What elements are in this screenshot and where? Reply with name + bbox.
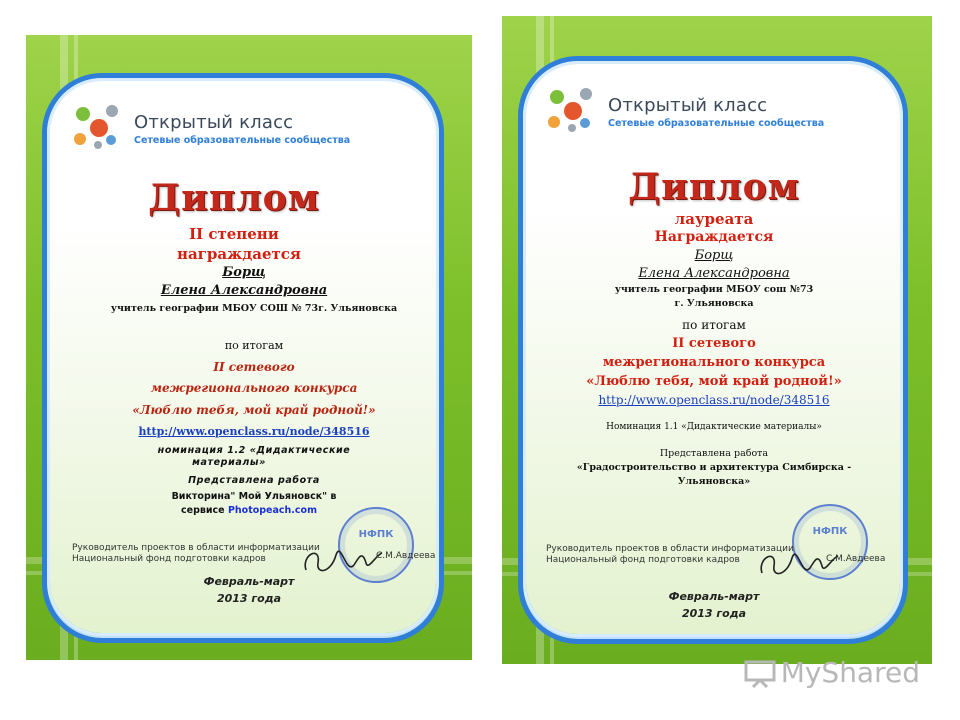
logo [546,88,824,136]
work-line1: Викторина" Мой Ульяновск" в [171,491,337,502]
work-line2: Ульяновска» [677,476,751,487]
degree: лауреата [674,210,754,228]
work-line2 [26,505,472,516]
date-line1: Февраль-март [203,575,295,588]
degree: II степени [189,225,279,243]
logo-subtitle: Сетевые образовательные сообщества [608,118,825,129]
watermark-text: MyShared [780,656,920,689]
logo-title: Открытый класс [134,112,294,133]
contest-line2: межрегионального конкурса [150,381,358,395]
presented-label: Представлена работа [659,448,769,459]
surname: Борщ [222,265,266,280]
nomination-line2: материалы» [192,457,266,468]
molecule-logo-icon [72,105,126,153]
work-line2-prefix: сервисе [181,505,228,516]
position: учитель географии МБОУ СОШ № 73г. Ульяновска [110,303,398,314]
results-label: по итогам [224,339,284,352]
contest-line1: II сетевого [213,360,295,374]
footer-line1: Руководитель проектов в области информатизации [546,544,794,554]
diploma-left [26,35,472,660]
awarded: награждается [176,245,301,263]
signer-name: С.М.Авдеева [376,551,436,561]
molecule-logo-icon [546,88,600,136]
diploma-heading: Диплом [628,166,800,208]
seal-text: НФПК [358,529,394,540]
photopeach-link[interactable]: Photopeach.com [227,505,317,516]
footer-line2: Национальный фонд подготовки кадров [72,554,266,564]
full-name: Елена Александровна [638,266,790,281]
results-label: по итогам [682,318,746,332]
date-line2: 2013 года [216,592,282,605]
signer-name: С.М.Авдеева [826,554,886,564]
date-line1: Февраль-март [668,590,760,603]
diploma-heading: Диплом [148,177,320,219]
full-name: Елена Александровна [160,283,328,298]
contest-link[interactable]: http://www.openclass.ru/node/348516 [598,393,830,407]
presented-label: Представлена работа [188,475,320,486]
footer-line2: Национальный фонд подготовки кадров [546,555,740,565]
awarded: Награждается [654,229,774,245]
surname: Борщ [694,248,734,263]
contest-link[interactable]: http://www.openclass.ru/node/348516 [138,425,370,438]
logo [72,105,350,153]
logo-title: Открытый класс [608,95,768,116]
footer [72,543,320,565]
watermark [743,656,920,689]
position-line2: г. Ульяновска [674,298,754,309]
logo-subtitle: Сетевые образовательные сообщества [134,135,351,146]
contest-title: «Люблю тебя, мой край родной!» [132,403,376,417]
seal-text: НФПК [812,526,848,537]
contest-title: «Люблю тебя, мой край родной!» [586,374,842,389]
nomination-line1: номинация 1.2 «Дидактические [157,445,351,456]
position-line1: учитель географии МБОУ сош №73 [614,284,814,295]
diploma-right [502,16,932,664]
date-line2: 2013 года [681,607,747,620]
nomination: Номинация 1.1 «Дидактические материалы» [606,422,822,432]
work-line1: «Градостроительство и архитектура Симбирска - [576,462,852,473]
contest-line1: II сетевого [672,336,756,351]
footer-line1: Руководитель проектов в области информатизации [72,543,320,553]
presentation-icon [743,658,777,688]
contest-line2: межрегионального конкурса [602,355,826,370]
